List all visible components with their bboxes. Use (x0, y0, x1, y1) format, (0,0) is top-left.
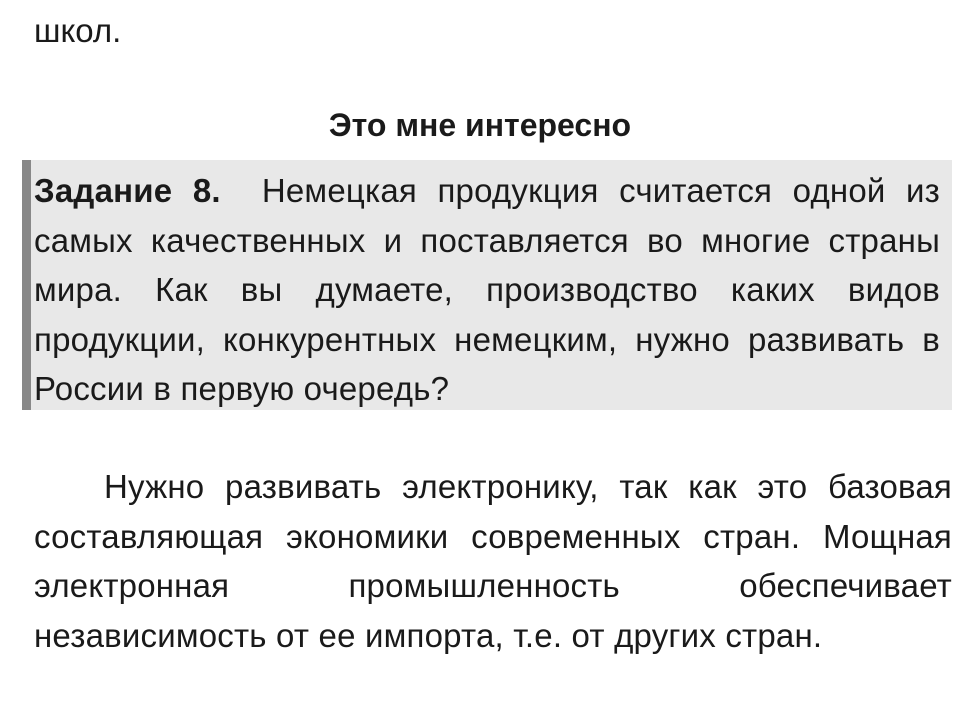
task-label: Задание 8. (34, 172, 221, 209)
previous-paragraph-tail: школ. (34, 12, 122, 49)
task-question: Немецкая продукция считается одной из самых качественных и поставляется во многие страны мира. Как вы думаете, производство каких видов продукции, конкурентных немецким, нужно развивать в России в первую очередь? (34, 172, 941, 407)
task-paragraph (34, 166, 940, 414)
answer-paragraph: Нужно развивать электронику, так как это базовая составляющая экономики современных стран. Мощная электронная промышленность обеспечивает независимость от ее импорта, т.е. от других стран. (34, 468, 952, 654)
section-heading: Это мне интересно (328, 107, 632, 143)
